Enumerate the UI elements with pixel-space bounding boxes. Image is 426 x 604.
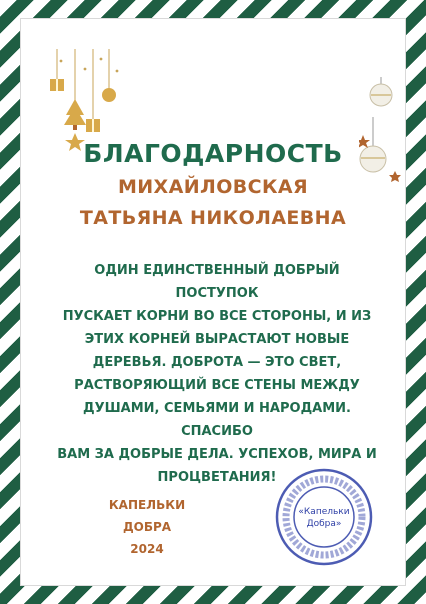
certificate-card (20, 18, 406, 586)
message-line: РАСТВОРЯЮЩИЙ ВСЕ СТЕНЫ МЕЖДУ (74, 378, 360, 393)
stamp-text-1: «Капельки (298, 507, 350, 517)
organization-stamp (274, 467, 374, 567)
message-line: ВАМ ЗА ДОБРЫЕ ДЕЛА. УСПЕХОВ, МИРА И (57, 447, 377, 462)
ornament-ball-icon (102, 88, 116, 102)
message-line: ЭТИХ КОРНЕЙ ВЫРАСТАЮТ НОВЫЕ (84, 332, 350, 347)
message-line: ОДИН ЕДИНСТВЕННЫЙ ДОБРЫЙ ПОСТУПОК (94, 263, 340, 301)
gift-icon (86, 119, 100, 132)
ornament-decorations (359, 77, 404, 192)
gift-icon (50, 79, 64, 91)
certificate-title: БЛАГОДАРНОСТЬ (83, 139, 343, 168)
message-line: ПУСКАЕТ КОРНИ ВО ВСЕ СТОРОНЫ, И ИЗ (62, 309, 372, 324)
ornament-ball-icon (370, 84, 392, 106)
stamp-text-2: Добра» (306, 519, 342, 529)
organization-name-line2: ДОБРА (122, 520, 172, 534)
certificate-year: 2024 (130, 542, 164, 556)
organization-name-line1: КАПЕЛЬКИ (108, 498, 186, 512)
recipient-surname: МИХАЙЛОВСКАЯ (117, 176, 309, 198)
message-line: ПРОЦВЕТАНИЯ! (157, 470, 277, 485)
message-line: ДЕРЕВЬЯ. ДОБРОТА — ЭТО СВЕТ, (92, 355, 342, 370)
christmas-tree-icon (64, 99, 86, 130)
message-text (57, 259, 377, 489)
message-line: ДУШАМИ, СЕМЬЯМИ И НАРОДАМИ. СПАСИБО (83, 401, 351, 439)
recipient-name: ТАТЬЯНА НИКОЛАЕВНА (79, 207, 347, 229)
